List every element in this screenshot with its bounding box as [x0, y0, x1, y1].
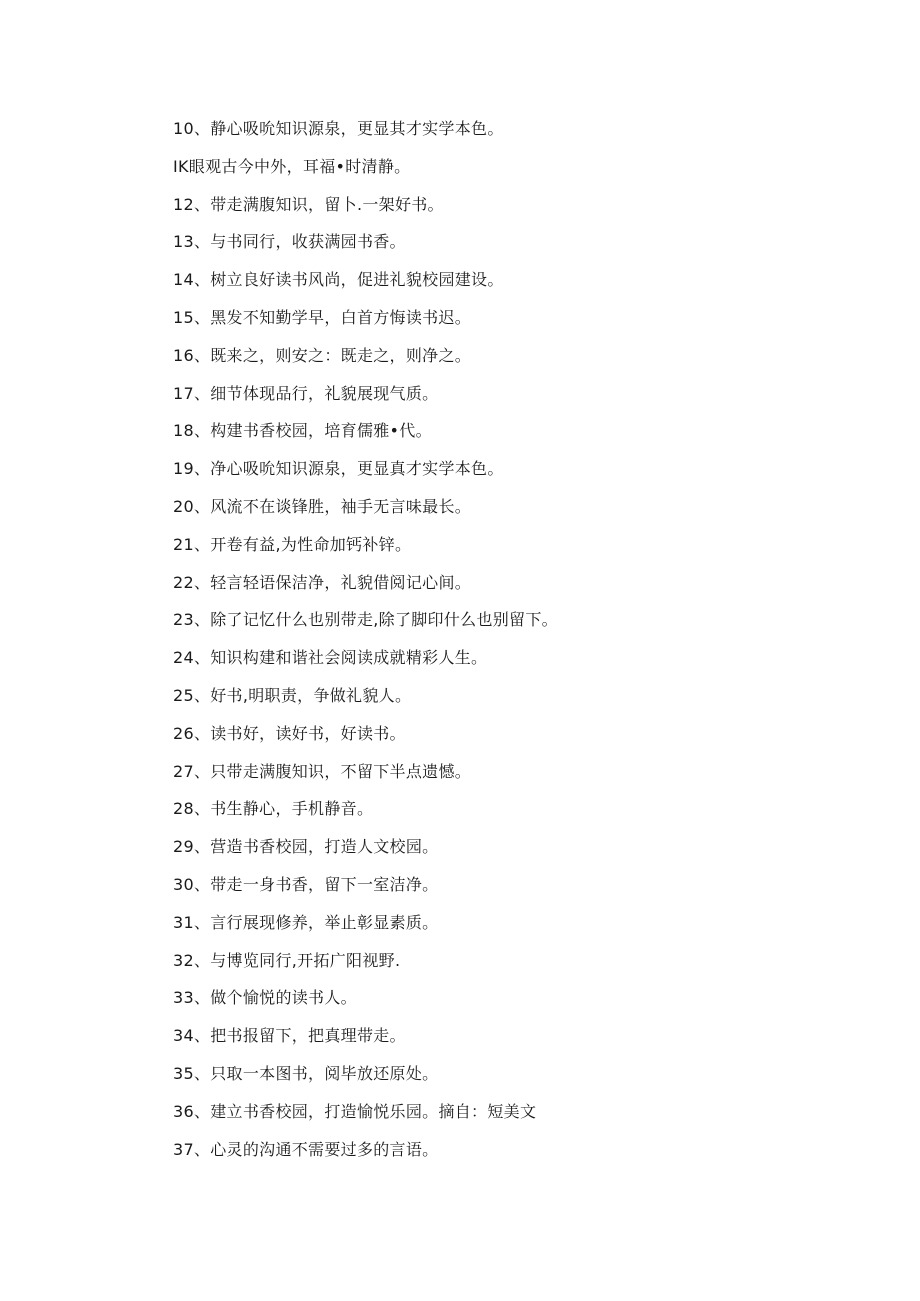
list-item: 12、带走满腹知识，留卜.一架好书。	[173, 194, 444, 214]
list-item: 25、好书,明职责，争做礼貌人。	[173, 685, 412, 705]
list-item: 24、知识构建和谐社会阅读成就精彩人生。	[173, 648, 488, 668]
list-item: 32、与博览同行,开拓广阳视野.	[173, 950, 401, 970]
list-item: 33、做个愉悦的读书人。	[173, 988, 357, 1008]
list-item: 36、建立书香校园，打造愉悦乐园。摘自：短美文	[173, 1101, 537, 1121]
list-item: 31、言行展现修养，举止彰显素质。	[173, 912, 439, 932]
list-item: IK眼观古今中外，耳福•时清静。	[173, 156, 411, 176]
list-item: 21、开卷有益,为性命加钙补锌。	[173, 534, 412, 554]
list-item: 37、心灵的沟通不需要过多的言语。	[173, 1139, 439, 1159]
list-item: 20、风流不在谈锋胜，袖手无言味最长。	[173, 496, 472, 516]
list-item: 27、只带走满腹知识，不留下半点遗憾。	[173, 761, 472, 781]
list-item: 30、带走一身书香，留下一室洁净。	[173, 874, 439, 894]
list-item: 18、构建书香校园，培育儒雅•代。	[173, 421, 432, 441]
list-item: 22、轻言轻语保洁净，礼貌借阅记心间。	[173, 572, 472, 592]
list-item: 35、只取一本图书，阅毕放还原处。	[173, 1063, 439, 1083]
list-item: 17、细节体现品行，礼貌展现气质。	[173, 383, 439, 403]
list-item: 10、静心吸吮知识源泉，更显其才实学本色。	[173, 119, 504, 138]
list-item: 14、树立良好读书风尚，促进礼貌校园建设。	[173, 270, 504, 290]
list-item: 34、把书报留下，把真理带走。	[173, 1026, 406, 1046]
list-item: 23、除了记忆什么也别带走,除了脚印什么也别留下。	[173, 610, 558, 630]
slogan-list	[173, 116, 558, 1174]
list-item: 28、书生静心，手机静音。	[173, 799, 374, 819]
list-item: 19、净心吸吮知识源泉，更显真才实学本色。	[173, 459, 504, 479]
list-item: 15、黑发不知勤学早，白首方悔读书迟。	[173, 307, 472, 327]
list-item: 26、读书好，读好书，好读书。	[173, 723, 406, 743]
list-item: 16、既来之，则安之：既走之，则净之。	[173, 345, 472, 365]
list-item: 29、营造书香校园，打造人文校园。	[173, 837, 439, 857]
list-item: 13、与书同行，收获满园书香。	[173, 232, 406, 252]
